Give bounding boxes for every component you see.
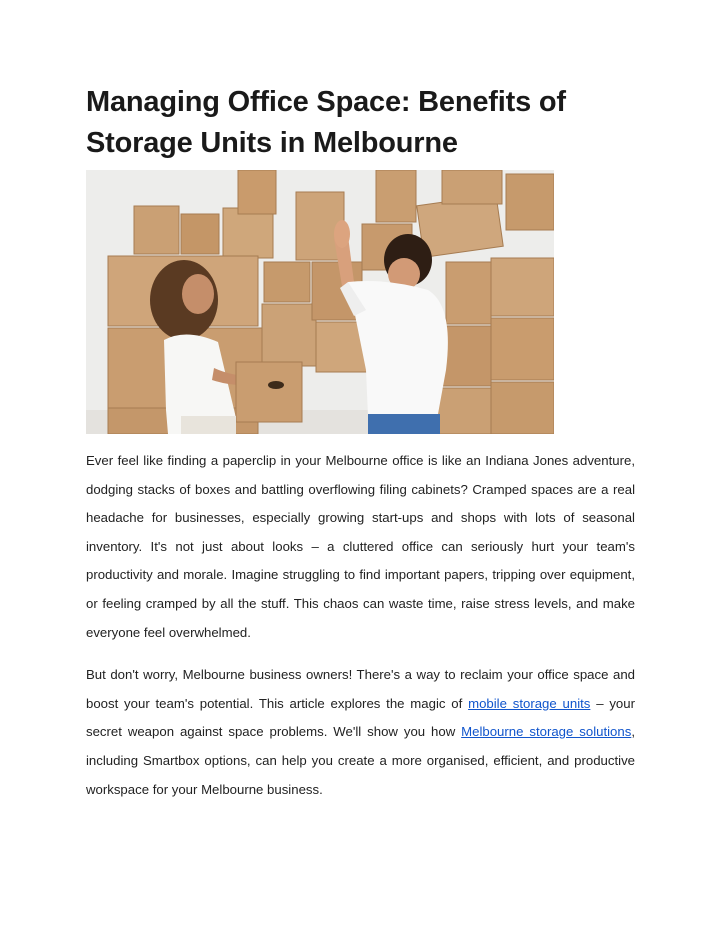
hero-image-people-moving-boxes: [86, 170, 554, 434]
melbourne-storage-solutions-link[interactable]: Melbourne storage solutions: [461, 724, 632, 740]
article-title: Managing Office Space: Benefits of Storage Units in Melbourne: [86, 86, 566, 159]
paragraph-text: , including Smartbox options, can help you create a more organised, efficient, and productive workspace for your Melbourne business.: [86, 724, 635, 797]
intro-paragraph: Ever feel like finding a paperclip in your Melbourne office is like an Indiana Jones adventure, dodging stacks of boxes and battling overflowing filing cabinets? Cramped spaces are a real headache for businesses, especially growing start-ups and shops with lots of seasonal inventory. It's not just about looks – a cluttered office can seriously hurt your team's productivity and morale. Imagine struggling to find important papers, tripping over equipment, or feeling cramped by all the stuff. This chaos can waste time, raise stress levels, and make everyone feel overwhelmed.: [86, 453, 635, 640]
document-page: [86, 82, 635, 804]
mobile-storage-units-link[interactable]: mobile storage units: [468, 695, 591, 711]
second-paragraph: [86, 661, 635, 804]
paragraph-text: But don't worry, Melbourne business owners! There's a way to reclaim your office space and boost your team's potential. This article explores the magic of: [86, 667, 635, 711]
paragraph-text: – your secret weapon against space problems. We'll show you how: [86, 695, 635, 740]
